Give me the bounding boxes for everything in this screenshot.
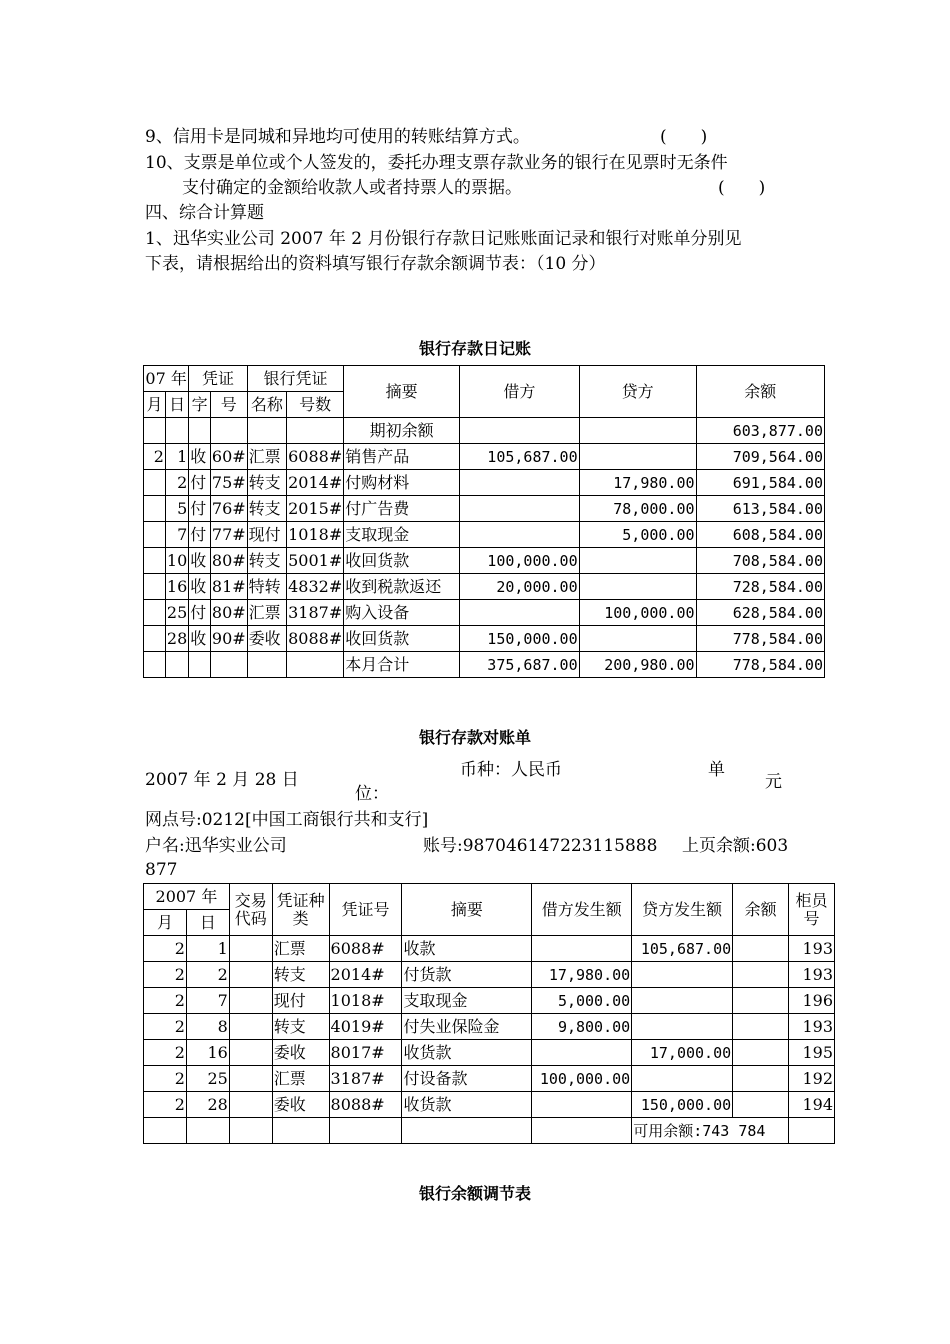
cell-day: 7 — [186, 988, 229, 1014]
cell-bname: 现付 — [247, 522, 286, 548]
cell-type — [189, 652, 211, 678]
cell-day: 16 — [186, 1040, 229, 1066]
cell-month — [144, 418, 166, 444]
cell-teller: 194 — [789, 1092, 835, 1118]
cell-txcode — [229, 936, 272, 962]
table-row — [144, 496, 825, 522]
cell-credit — [579, 548, 696, 574]
cell-day: 10 — [165, 548, 188, 574]
cell-day: 7 — [165, 522, 188, 548]
cell-month — [144, 652, 166, 678]
cell-txcode — [229, 988, 272, 1014]
cell-type: 付 — [189, 600, 211, 626]
cell-num: 77# — [210, 522, 247, 548]
cell-teller: 193 — [789, 962, 835, 988]
cell-bnum: 1018# — [287, 522, 344, 548]
cell-day: 25 — [186, 1066, 229, 1092]
cell-month: 2 — [144, 1014, 187, 1040]
cell-balance — [733, 1066, 789, 1092]
cell-month — [144, 496, 166, 522]
cell-num: 75# — [210, 470, 247, 496]
cell-debit — [532, 936, 632, 962]
cell-balance: 709,564.00 — [696, 444, 824, 470]
cell-credit — [632, 1014, 733, 1040]
statement-unit-b: 位： — [355, 784, 389, 804]
cell-day: 1 — [186, 936, 229, 962]
cell-day — [165, 418, 188, 444]
cell-teller: 193 — [789, 1014, 835, 1040]
cell-credit: 17,000.00 — [632, 1040, 733, 1066]
cell-month: 2 — [144, 988, 187, 1014]
cell-month — [144, 574, 166, 600]
table-row — [144, 1040, 835, 1066]
cell-month — [144, 600, 166, 626]
cell-empty — [186, 1118, 229, 1144]
cell-bname: 特转 — [247, 574, 286, 600]
table-row — [144, 626, 825, 652]
cell-day: 28 — [186, 1092, 229, 1118]
statement-account-name: 户名:迅华实业公司 — [145, 836, 287, 856]
cell-vtype: 汇票 — [272, 936, 329, 962]
cell-empty — [229, 1118, 272, 1144]
cell-vnum: 8017# — [329, 1040, 402, 1066]
cell-debit: 5,000.00 — [532, 988, 632, 1014]
cell-teller: 193 — [789, 936, 835, 962]
question-9-text: 9、信用卡是同城和异地均可使用的转账结算方式。 — [145, 127, 530, 147]
journal-header-year: 07 年 — [144, 366, 189, 392]
cell-bname: 汇票 — [247, 444, 286, 470]
cell-day: 2 — [165, 470, 188, 496]
cell-empty — [329, 1118, 402, 1144]
journal-header-bnum: 号数 — [287, 392, 344, 418]
section-heading: 四、综合计算题 — [145, 203, 264, 223]
cell-summary: 收货款 — [402, 1092, 532, 1118]
cell-debit: 9,800.00 — [532, 1014, 632, 1040]
statement-header-credit: 贷方发生额 — [632, 884, 733, 936]
cell-txcode — [229, 1014, 272, 1040]
statement-header-day: 日 — [186, 910, 229, 936]
cell-empty — [144, 1118, 187, 1144]
question-9 — [145, 125, 530, 149]
cell-credit: 100,000.00 — [579, 600, 696, 626]
cell-debit — [532, 1040, 632, 1066]
cell-balance: 728,584.00 — [696, 574, 824, 600]
cell-balance: 691,584.00 — [696, 470, 824, 496]
cell-bnum: 2015# — [287, 496, 344, 522]
cell-summary: 付失业保险金 — [402, 1014, 532, 1040]
reconciliation-title: 银行余额调节表 — [418, 1184, 531, 1203]
cell-txcode — [229, 1066, 272, 1092]
journal-title: 银行存款日记账 — [418, 339, 531, 358]
cell-credit: 150,000.00 — [632, 1092, 733, 1118]
cell-summary: 付货款 — [402, 962, 532, 988]
cell-balance — [733, 936, 789, 962]
cell-credit: 78,000.00 — [579, 496, 696, 522]
cell-bnum: 2014# — [287, 470, 344, 496]
cell-day — [165, 652, 188, 678]
cell-debit — [460, 470, 580, 496]
statement-branch: 网点号:0212[中国工商银行共和支行] — [145, 810, 429, 830]
cell-txcode — [229, 1040, 272, 1066]
cell-vtype: 委收 — [272, 1040, 329, 1066]
table-row — [144, 522, 825, 548]
cell-month — [144, 548, 166, 574]
cell-debit: 17,980.00 — [532, 962, 632, 988]
cell-summary: 收回货款 — [344, 548, 460, 574]
cell-credit: 17,980.00 — [579, 470, 696, 496]
cell-day: 2 — [186, 962, 229, 988]
cell-day: 16 — [165, 574, 188, 600]
cell-month: 2 — [144, 936, 187, 962]
cell-vnum: 6088# — [329, 936, 402, 962]
cell-empty — [532, 1118, 632, 1144]
cell-summary: 付广告费 — [344, 496, 460, 522]
cell-bnum: 5001# — [287, 548, 344, 574]
cell-vtype: 转支 — [272, 1014, 329, 1040]
statement-unit-c: 元 — [765, 772, 782, 792]
cell-credit — [579, 574, 696, 600]
cell-balance: 628,584.00 — [696, 600, 824, 626]
cell-debit — [532, 1092, 632, 1118]
cell-debit: 375,687.00 — [460, 652, 580, 678]
journal-table — [143, 365, 825, 678]
cell-num: 80# — [210, 548, 247, 574]
cell-summary: 销售产品 — [344, 444, 460, 470]
table-row — [144, 1066, 835, 1092]
cell-credit: 200,980.00 — [579, 652, 696, 678]
cell-teller: 195 — [789, 1040, 835, 1066]
statement-account-no: 账号:987046147223115888 — [423, 836, 658, 856]
cell-vnum: 1018# — [329, 988, 402, 1014]
cell-summary: 支取现金 — [344, 522, 460, 548]
question-9-paren: ( ) — [660, 127, 708, 147]
table-row — [144, 1092, 835, 1118]
table-row — [144, 962, 835, 988]
journal-header-debit: 借方 — [460, 366, 580, 418]
cell-bname: 转支 — [247, 496, 286, 522]
cell-month — [144, 626, 166, 652]
cell-bnum: 6088# — [287, 444, 344, 470]
cell-bnum — [287, 418, 344, 444]
table-row — [144, 418, 825, 444]
cell-debit — [460, 522, 580, 548]
cell-credit — [632, 988, 733, 1014]
cell-balance: 778,584.00 — [696, 626, 824, 652]
cell-month: 2 — [144, 1040, 187, 1066]
cell-balance: 613,584.00 — [696, 496, 824, 522]
statement-prev-balance-cont: 877 — [145, 860, 178, 880]
cell-teller: 196 — [789, 988, 835, 1014]
table-row — [144, 444, 825, 470]
statement-header-month: 月 — [144, 910, 187, 936]
cell-bname — [247, 652, 286, 678]
statement-header-vnum: 凭证号 — [329, 884, 402, 936]
cell-num: 80# — [210, 600, 247, 626]
cell-bnum: 8088# — [287, 626, 344, 652]
journal-header-month: 月 — [144, 392, 166, 418]
cell-month: 2 — [144, 444, 166, 470]
statement-header-txcode: 交易代码 — [229, 884, 272, 936]
cell-bnum: 4832# — [287, 574, 344, 600]
statement-prev-balance: 上页余额:603 — [682, 836, 789, 856]
cell-bname: 委收 — [247, 626, 286, 652]
cell-debit: 20,000.00 — [460, 574, 580, 600]
cell-summary: 付购材料 — [344, 470, 460, 496]
cell-txcode — [229, 962, 272, 988]
cell-vnum: 8088# — [329, 1092, 402, 1118]
question-10-line1: 10、支票是单位或个人签发的，委托办理支票存款业务的银行在见票时无条件 — [145, 153, 728, 173]
cell-credit: 5,000.00 — [579, 522, 696, 548]
cell-num: 90# — [210, 626, 247, 652]
table-row — [144, 1118, 835, 1144]
cell-vtype: 汇票 — [272, 1066, 329, 1092]
cell-type: 收 — [189, 626, 211, 652]
cell-balance — [733, 1040, 789, 1066]
journal-header-day: 日 — [165, 392, 188, 418]
cell-type: 收 — [189, 444, 211, 470]
cell-num: 76# — [210, 496, 247, 522]
cell-bname: 汇票 — [247, 600, 286, 626]
table-row — [144, 574, 825, 600]
journal-header-credit: 贷方 — [579, 366, 696, 418]
problem-1-line1: 1、迅华实业公司 2007 年 2 月份银行存款日记账账面记录和银行对账单分别见 — [145, 229, 742, 249]
cell-day: 28 — [165, 626, 188, 652]
cell-bnum — [287, 652, 344, 678]
cell-day: 8 — [186, 1014, 229, 1040]
statement-header-balance: 余额 — [733, 884, 789, 936]
cell-balance — [733, 1014, 789, 1040]
cell-debit — [460, 418, 580, 444]
cell-summary: 收款 — [402, 936, 532, 962]
statement-title: 银行存款对账单 — [418, 728, 531, 747]
table-row — [144, 652, 825, 678]
cell-credit — [632, 962, 733, 988]
table-row — [144, 470, 825, 496]
statement-header-vtype: 凭证种类 — [272, 884, 329, 936]
cell-month — [144, 522, 166, 548]
cell-num — [210, 418, 247, 444]
cell-debit — [460, 496, 580, 522]
question-10-paren: ( ) — [718, 178, 766, 198]
cell-vtype: 转支 — [272, 962, 329, 988]
question-10-line2: 支付确定的金额给收款人或者持票人的票据。 — [182, 178, 522, 198]
cell-vnum: 4019# — [329, 1014, 402, 1040]
statement-header-summary: 摘要 — [402, 884, 532, 936]
cell-day: 25 — [165, 600, 188, 626]
cell-summary: 付设备款 — [402, 1066, 532, 1092]
table-row — [144, 1014, 835, 1040]
cell-empty — [402, 1118, 532, 1144]
cell-bname — [247, 418, 286, 444]
cell-type: 收 — [189, 574, 211, 600]
cell-balance — [733, 962, 789, 988]
journal-header-summary: 摘要 — [344, 366, 460, 418]
cell-bnum: 3187# — [287, 600, 344, 626]
statement-table — [143, 883, 835, 1144]
cell-credit — [579, 418, 696, 444]
cell-balance: 608,584.00 — [696, 522, 824, 548]
table-row — [144, 600, 825, 626]
cell-balance — [733, 1092, 789, 1118]
journal-header-num: 号 — [210, 392, 247, 418]
cell-txcode — [229, 1092, 272, 1118]
problem-1-line2: 下表，请根据给出的资料填写银行存款余额调节表：（10 分） — [145, 254, 606, 274]
cell-summary: 收到税款返还 — [344, 574, 460, 600]
journal-header-balance: 余额 — [696, 366, 824, 418]
journal-header-voucher: 凭证 — [189, 366, 247, 392]
cell-empty — [789, 1118, 835, 1144]
cell-vnum: 2014# — [329, 962, 402, 988]
cell-type — [189, 418, 211, 444]
cell-type: 收 — [189, 548, 211, 574]
cell-num — [210, 652, 247, 678]
cell-empty — [272, 1118, 329, 1144]
cell-num: 60# — [210, 444, 247, 470]
available-balance: 可用余额:743 784 — [632, 1118, 789, 1144]
statement-header-year: 2007 年 — [144, 884, 230, 910]
cell-day: 5 — [165, 496, 188, 522]
cell-summary: 本月合计 — [344, 652, 460, 678]
journal-header-bname: 名称 — [247, 392, 286, 418]
cell-type: 付 — [189, 522, 211, 548]
cell-debit: 105,687.00 — [460, 444, 580, 470]
cell-month — [144, 470, 166, 496]
cell-month: 2 — [144, 962, 187, 988]
cell-credit — [579, 626, 696, 652]
cell-bname: 转支 — [247, 548, 286, 574]
table-row — [144, 936, 835, 962]
cell-type: 付 — [189, 470, 211, 496]
cell-summary: 购入设备 — [344, 600, 460, 626]
cell-month: 2 — [144, 1092, 187, 1118]
statement-header-teller: 柜员号 — [789, 884, 835, 936]
cell-balance — [733, 988, 789, 1014]
cell-debit — [460, 600, 580, 626]
statement-unit-a: 单 — [708, 760, 725, 780]
cell-type: 付 — [189, 496, 211, 522]
cell-debit: 100,000.00 — [532, 1066, 632, 1092]
cell-bname: 转支 — [247, 470, 286, 496]
cell-summary: 期初余额 — [344, 418, 460, 444]
cell-summary: 收货款 — [402, 1040, 532, 1066]
cell-teller: 192 — [789, 1066, 835, 1092]
cell-day: 1 — [165, 444, 188, 470]
cell-summary: 支取现金 — [402, 988, 532, 1014]
cell-vtype: 委收 — [272, 1092, 329, 1118]
cell-credit — [579, 444, 696, 470]
table-row — [144, 988, 835, 1014]
cell-balance: 708,584.00 — [696, 548, 824, 574]
cell-debit: 100,000.00 — [460, 548, 580, 574]
journal-header-bank-voucher: 银行凭证 — [247, 366, 344, 392]
journal-header-type: 字 — [189, 392, 211, 418]
cell-credit — [632, 1066, 733, 1092]
cell-credit: 105,687.00 — [632, 936, 733, 962]
cell-month: 2 — [144, 1066, 187, 1092]
cell-num: 81# — [210, 574, 247, 600]
cell-vtype: 现付 — [272, 988, 329, 1014]
statement-currency: 币种：人民币 — [460, 760, 562, 780]
table-row — [144, 548, 825, 574]
statement-header-debit: 借方发生额 — [532, 884, 632, 936]
cell-balance: 778,584.00 — [696, 652, 824, 678]
cell-summary: 收回货款 — [344, 626, 460, 652]
cell-vnum: 3187# — [329, 1066, 402, 1092]
statement-date: 2007 年 2 月 28 日 — [145, 770, 299, 790]
cell-debit: 150,000.00 — [460, 626, 580, 652]
cell-balance: 603,877.00 — [696, 418, 824, 444]
